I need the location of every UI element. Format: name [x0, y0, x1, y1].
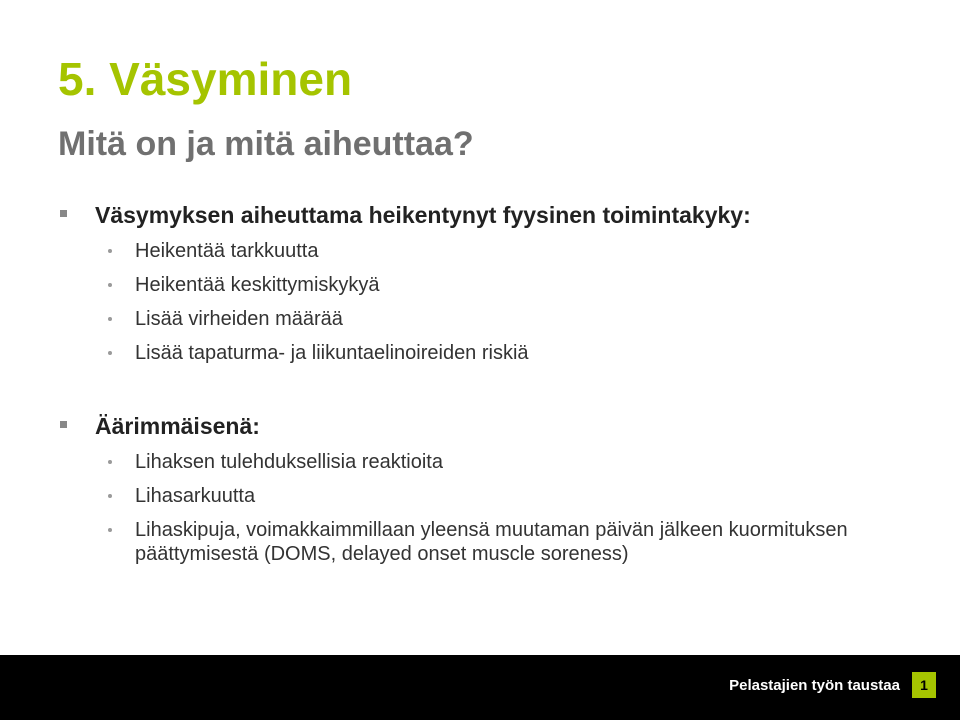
list-item: Lisää virheiden määrää	[58, 307, 938, 331]
page-number-badge: 1	[912, 672, 936, 698]
slide-title: 5. Väsyminen	[58, 53, 353, 105]
round-bullet-icon	[108, 317, 112, 321]
list-item: Heikentää tarkkuutta	[58, 239, 938, 263]
square-bullet-icon	[60, 421, 67, 428]
round-bullet-icon	[108, 283, 112, 287]
round-bullet-icon	[108, 249, 112, 253]
list-item: Lisää tapaturma- ja liikuntaelinoireiden riskiä	[58, 341, 938, 365]
footer-bar	[0, 655, 960, 720]
list-item: Lihaskipuja, voimakkaimmillaan yleensä muutaman päivän jälkeen kuormituksen päättymisestä (DOMS, delayed onset muscle soreness)	[58, 518, 938, 566]
section-fatigue-effects	[58, 201, 938, 365]
list-item: Lihaksen tulehduksellisia reaktioita	[58, 450, 938, 474]
section-heading-text: Äärimmäisenä:	[95, 413, 260, 439]
round-bullet-icon	[108, 460, 112, 464]
slide-subtitle: Mitä on ja mitä aiheuttaa?	[58, 125, 474, 163]
square-bullet-icon	[60, 210, 67, 217]
round-bullet-icon	[108, 528, 112, 532]
round-bullet-icon	[108, 351, 112, 355]
bullet-list	[58, 450, 938, 566]
list-item: Lihasarkuutta	[58, 484, 938, 508]
section-heading	[58, 201, 938, 229]
footer-title: Pelastajien työn taustaa	[729, 677, 900, 694]
section-heading	[58, 412, 938, 440]
bullet-list	[58, 239, 938, 365]
list-item: Heikentää keskittymiskykyä	[58, 273, 938, 297]
section-extreme-effects	[58, 412, 938, 566]
round-bullet-icon	[108, 494, 112, 498]
section-heading-text: Väsymyksen aiheuttama heikentynyt fyysinen toimintakyky:	[95, 202, 751, 228]
